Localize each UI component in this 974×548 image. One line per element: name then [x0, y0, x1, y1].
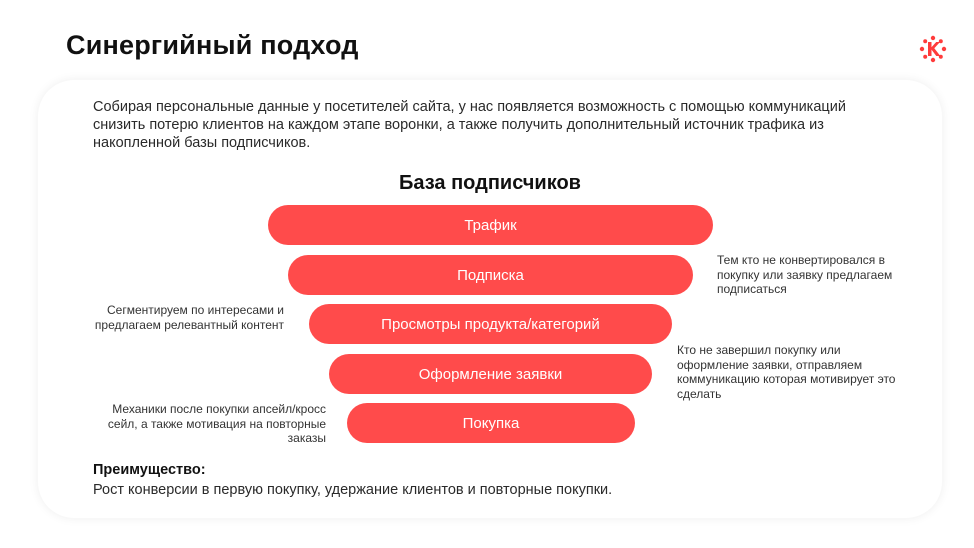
note-segment: Сегментируем по интересами и предлагаем релевантный контент [94, 303, 284, 332]
note-post-purchase: Механики после покупки апсейл/кросс сейл, а также мотивация на повторные заказы [107, 402, 326, 445]
funnel-stage-subscription: Подписка [288, 255, 693, 295]
advantage-text: Рост конверсии в первую покупку, удержание клиентов и повторные покупки. [93, 482, 613, 498]
note-abandon: Кто не завершил покупку или оформление заявки, отправляем коммуникацию которая мотивирует это сделать [677, 343, 896, 401]
intro-text: Собирая персональные данные у посетителей сайта, у нас появляется возможность с помощью коммуникаций снизить потерю клиентов на каждом этапе воронки, а также получить дополнительный источник трафика из накопленной базы подписчиков. [93, 99, 846, 151]
note-subscribe: Тем кто не конвертировался в покупку или заявку предлагаем подписаться [717, 253, 893, 296]
slide-title: Синергийный подход [66, 30, 359, 60]
funnel-title: База подписчиков [399, 172, 581, 194]
advantage-title: Преимущество: [93, 462, 206, 478]
funnel-stage-product-views: Просмотры продукта/категорий [309, 304, 672, 344]
funnel-stage-purchase: Покупка [347, 403, 635, 443]
funnel-stage-traffic: Трафик [268, 205, 713, 245]
funnel-stage-application: Оформление заявки [329, 354, 652, 394]
brand-logo-icon [918, 34, 948, 64]
